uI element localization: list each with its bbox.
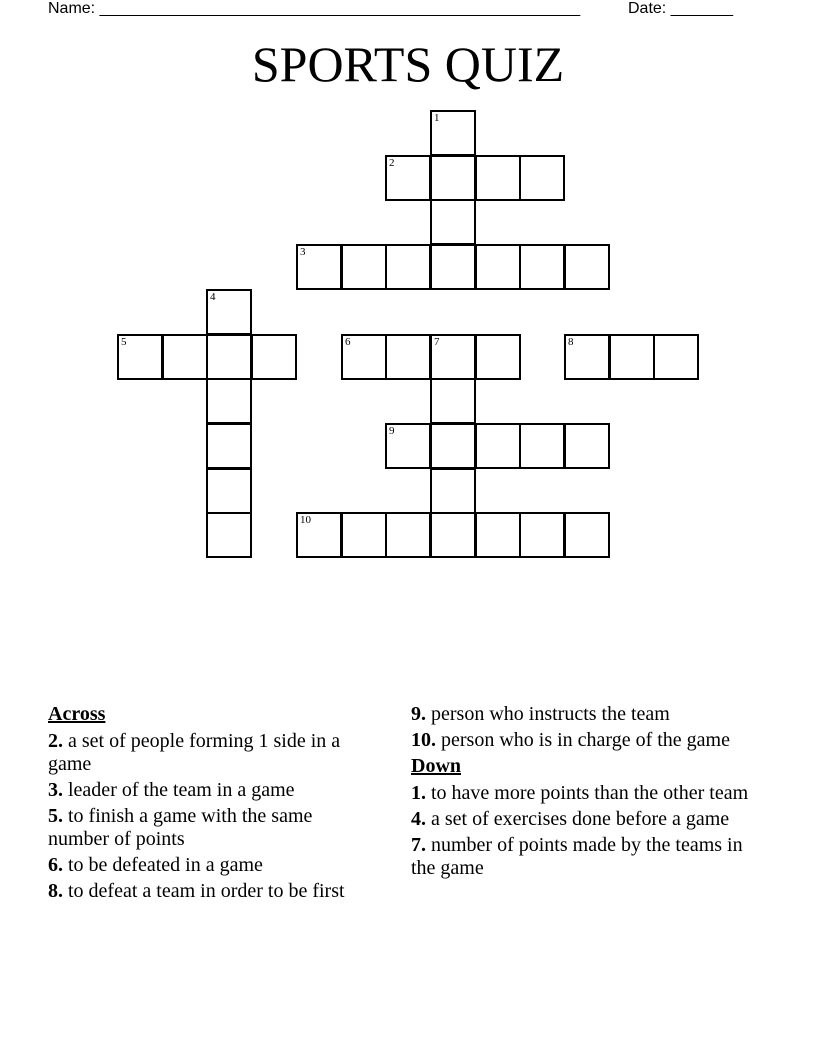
clue-across-3: 3. leader of the team in a game: [48, 779, 295, 801]
crossword-cell[interactable]: [206, 378, 252, 424]
crossword-cell[interactable]: [206, 423, 252, 469]
down-heading: Down: [411, 755, 462, 777]
crossword-cell[interactable]: [206, 289, 252, 335]
crossword-cell[interactable]: [430, 155, 476, 201]
clue-down-4: 4. a set of exercises done before a game: [411, 808, 730, 830]
crossword-cell[interactable]: [206, 512, 252, 558]
crossword-cell[interactable]: [519, 155, 565, 201]
crossword-cell[interactable]: [609, 334, 655, 380]
date-line[interactable]: Date: _______: [628, 0, 733, 17]
cell-number: 10: [300, 514, 311, 526]
name-line[interactable]: Name: ______________________________________________________: [48, 0, 581, 17]
cell-number: 5: [121, 336, 127, 348]
across-heading: Across: [48, 703, 106, 725]
crossword-cell[interactable]: [564, 423, 610, 469]
clue-down-7: 7. number of points made by the teams in the game: [411, 834, 743, 879]
crossword-cell[interactable]: [430, 244, 476, 290]
cell-number: 1: [434, 112, 440, 124]
crossword-cell[interactable]: [341, 512, 387, 558]
crossword-cell[interactable]: [296, 512, 342, 558]
clues-left-column: [48, 703, 378, 906]
cell-number: 3: [300, 246, 306, 258]
clue-across-9: 9. person who instructs the team: [411, 703, 670, 725]
crossword-cell[interactable]: [430, 334, 476, 380]
crossword-cell[interactable]: [519, 512, 565, 558]
cell-number: 4: [210, 291, 216, 303]
clue-across-6: 6. to be defeated in a game: [48, 854, 263, 876]
clue-across-10: 10. person who is in charge of the game: [411, 729, 730, 751]
crossword-cell[interactable]: [564, 244, 610, 290]
crossword-cell[interactable]: [475, 334, 521, 380]
crossword-cell[interactable]: [653, 334, 699, 380]
crossword-cell[interactable]: [475, 244, 521, 290]
crossword-cell[interactable]: [519, 244, 565, 290]
crossword-cell[interactable]: [385, 512, 431, 558]
page-title: SPORTS QUIZ: [251, 36, 565, 92]
crossword-cell[interactable]: [430, 468, 476, 514]
crossword-cell[interactable]: [475, 423, 521, 469]
cell-number: 7: [434, 336, 440, 348]
clue-across-5: 5. to finish a game with the same number of points: [48, 805, 313, 850]
crossword-cell[interactable]: [430, 423, 476, 469]
crossword-cell[interactable]: [251, 334, 297, 380]
crossword-cell[interactable]: [430, 512, 476, 558]
crossword-cell[interactable]: [430, 378, 476, 424]
crossword-cell[interactable]: [519, 423, 565, 469]
clue-across-8: 8. to defeat a team in order to be first: [48, 880, 345, 902]
cell-number: 9: [389, 425, 395, 437]
crossword-cell[interactable]: [296, 244, 342, 290]
clue-across-2: 2. a set of people forming 1 side in a game: [48, 730, 341, 775]
crossword-cell[interactable]: [385, 155, 431, 201]
cell-number: 6: [345, 336, 351, 348]
cell-number: 8: [568, 336, 574, 348]
crossword-cell[interactable]: [341, 244, 387, 290]
clue-down-1: 1. to have more points than the other team: [411, 782, 749, 804]
crossword-cell[interactable]: [430, 199, 476, 245]
crossword-cell[interactable]: [162, 334, 208, 380]
crossword-cell[interactable]: [385, 334, 431, 380]
clues-right-column: [411, 703, 751, 883]
crossword-cell[interactable]: [206, 334, 252, 380]
crossword-cell[interactable]: [564, 512, 610, 558]
crossword-cell[interactable]: [475, 512, 521, 558]
crossword-cell[interactable]: [430, 110, 476, 156]
crossword-cell[interactable]: [341, 334, 387, 380]
crossword-cell[interactable]: [117, 334, 163, 380]
crossword-cell[interactable]: [385, 244, 431, 290]
crossword-cell[interactable]: [385, 423, 431, 469]
crossword-cell[interactable]: [475, 155, 521, 201]
crossword-cell[interactable]: [206, 468, 252, 514]
crossword-cell[interactable]: [564, 334, 610, 380]
cell-number: 2: [389, 157, 395, 169]
